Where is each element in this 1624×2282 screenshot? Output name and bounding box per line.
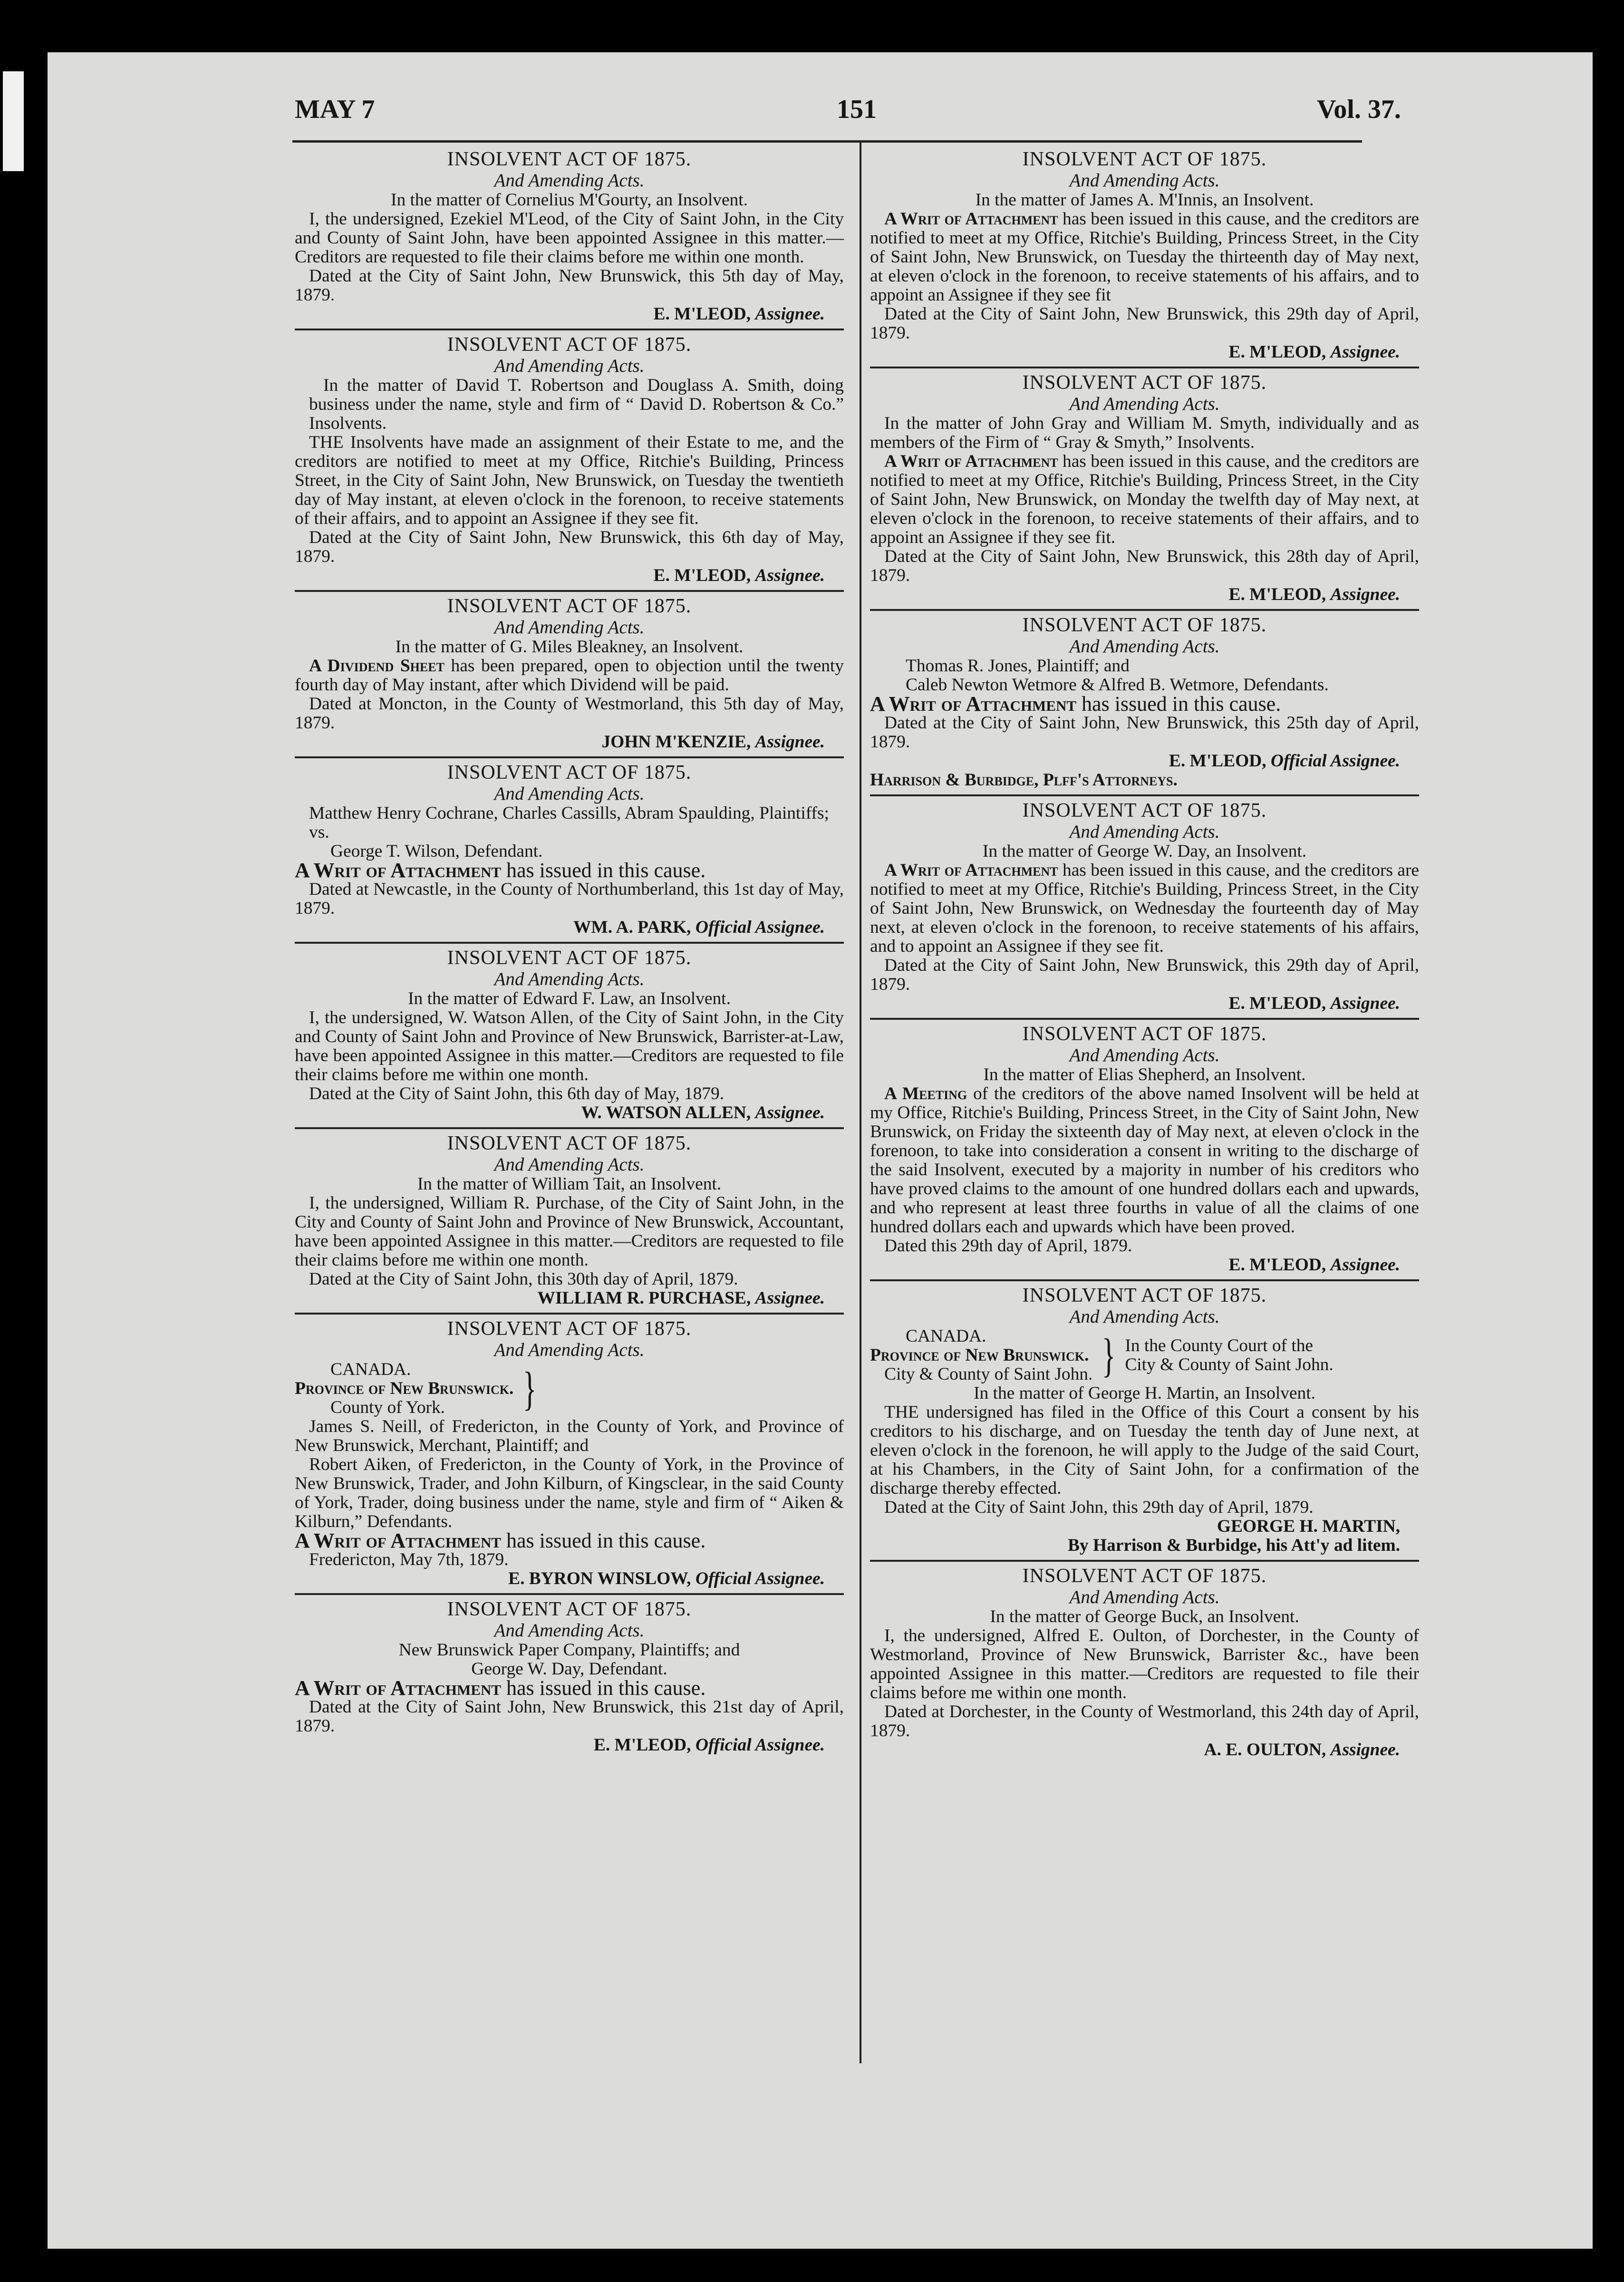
- notice-subtitle: And Amending Acts.: [494, 170, 645, 191]
- notice-body: A Writ of Attachment has issued in this cause.: [870, 692, 1281, 716]
- notice-signature: [295, 1569, 844, 1588]
- notice-subtitle: And Amending Acts.: [494, 1340, 645, 1360]
- signer-role: Assignee.: [755, 304, 825, 324]
- notice-party: George W. Day, Defendant.: [471, 1659, 667, 1679]
- notice-title: INSOLVENT ACT OF 1875.: [447, 1132, 692, 1154]
- signer-role: Assignee.: [1330, 994, 1400, 1013]
- notice-subtitle: And Amending Acts.: [1069, 1587, 1220, 1607]
- header-rule: [292, 140, 1362, 143]
- notice-dated: Dated at Newcastle, in the County of Northumberland, this 1st day of May, 1879.: [295, 880, 844, 918]
- notice-signature: [295, 733, 844, 752]
- province-county: County of York.: [330, 1398, 445, 1417]
- notice: [295, 944, 844, 1129]
- notice-signature: [870, 343, 1419, 362]
- notice-dated: Dated at Moncton, in the County of Westmorland, this 5th day of May, 1879.: [295, 694, 844, 733]
- gazette-page: [48, 52, 1593, 2249]
- signer-role: Assignee.: [755, 732, 825, 752]
- notice-party: Matthew Henry Cochrane, Charles Cassills, Abram Spaulding, Plaintiffs; vs.: [309, 803, 829, 842]
- notice-matter: In the matter of George W. Day, an Insolvent.: [982, 841, 1307, 861]
- notice-party: James S. Neill, of Fredericton, in the County of York, and Province of New Brunswick, Merchant, Plaintiff; and: [295, 1417, 844, 1455]
- signer-name: E. M'LEOD,: [1228, 994, 1326, 1013]
- notice-lead: A Writ of Attachment: [884, 861, 1058, 880]
- notice-dated: Dated at the City of Saint John, New Brunswick, this 6th day of May, 1879.: [295, 528, 844, 566]
- signer-name: E. M'LEOD,: [1169, 751, 1266, 771]
- notice-signature: [870, 1741, 1419, 1760]
- notice-party: New Brunswick Paper Company, Plaintiffs; and: [398, 1640, 740, 1660]
- notice-matter: In the matter of Edward F. Law, an Insolvent.: [408, 989, 731, 1008]
- volume-label: Vol. 37.: [1317, 95, 1401, 124]
- notice-body: A Meeting of the creditors of the above named Insolvent will be held at my Office, Ritchie's Building, Princess Street, in the City of Saint John, New Brunswick, on Friday the sixteenth day of May next, at eleven o'clock in the forenoon, to take into consideration a consent in writing to the discharge of the said Insolvent, executed by a majority in number of his creditors who have proved claims to the amount of one hundred dollars each and upwards, and who represent at least three fourths in value of all the claims of one hundred dollars each and upwards which have been proved.: [870, 1084, 1419, 1237]
- notice: [870, 1562, 1419, 1764]
- signer-name: E. M'LEOD,: [1228, 1255, 1326, 1275]
- notice-lead: A Writ of Attachment: [295, 859, 502, 882]
- left-column: [295, 145, 844, 1760]
- signer-role: Assignee.: [755, 1103, 825, 1122]
- signer-role: Assignee.: [755, 566, 825, 585]
- notice-lead: A Dividend Sheet: [309, 656, 445, 676]
- column-divider: [860, 143, 861, 2063]
- notice-body: A Writ of Attachment has been issued in this cause, and the creditors are notified to meet at my Office, Ritchie's Building, Princess Street, in the City of Saint John, New Brunswick, on Wednesday the fourteenth day of May next, at eleven o'clock in the forenoon, to receive statements of his affairs, and to appoint an Assignee if they see fit.: [870, 861, 1419, 956]
- notice-subtitle: And Amending Acts.: [1069, 1045, 1220, 1065]
- signer-name: E. M'LEOD,: [1228, 585, 1326, 604]
- notice-dated: Dated at the City of Saint John, New Brunswick, this 28th day of April, 1879.: [870, 547, 1419, 585]
- province-county: City & County of Saint John.: [884, 1364, 1093, 1384]
- notice-lead: A Writ of Attachment: [884, 452, 1058, 471]
- signer-role: Official Assignee.: [695, 1735, 825, 1755]
- signer-name: A. E. OULTON,: [1204, 1740, 1326, 1760]
- notice: [870, 145, 1419, 368]
- notice: [295, 330, 844, 592]
- notice: [295, 1315, 844, 1595]
- notice-signature: [870, 752, 1419, 771]
- notice-title: INSOLVENT ACT OF 1875.: [1022, 1285, 1267, 1306]
- notice-signature: [295, 1289, 844, 1308]
- right-column: [870, 145, 1419, 1764]
- notice-body: I, the undersigned, William R. Purchase, of the City of Saint John, in the City and County of Saint John and Province of New Brunswick, Accountant, have been appointed Assignee in this matter.—Creditors are requested to file their claims before me within one month.: [295, 1193, 844, 1270]
- notice-party: Caleb Newton Wetmore & Alfred B. Wetmore, Defendants.: [906, 675, 1329, 695]
- signer-name: WM. A. PARK,: [573, 918, 691, 937]
- notice-subtitle: And Amending Acts.: [494, 783, 645, 804]
- notice: [870, 796, 1419, 1020]
- signer-name: W. WATSON ALLEN,: [581, 1103, 751, 1122]
- notice-dated: Dated at the City of Saint John, this 30th day of April, 1879.: [309, 1269, 738, 1289]
- notice-body: A Writ of Attachment has issued in this cause.: [295, 859, 706, 882]
- signer-role: Assignee.: [1330, 1255, 1400, 1275]
- notice-subtitle: And Amending Acts.: [494, 1620, 645, 1641]
- brace-icon: }: [1102, 1329, 1116, 1382]
- notice-matter: In the matter of John Gray and William M. Smyth, individually and as members of the Firm of “ Gray & Smyth,” Insolvents.: [870, 414, 1419, 452]
- signer-role: Official Assignee.: [1270, 751, 1400, 771]
- notice-title: INSOLVENT ACT OF 1875.: [1022, 372, 1267, 394]
- notice-subtitle: And Amending Acts.: [1069, 822, 1220, 842]
- court-lines: [1125, 1336, 1333, 1374]
- notice-title: INSOLVENT ACT OF 1875.: [1022, 800, 1267, 822]
- province-block: [870, 1327, 1419, 1384]
- signer-name: GEORGE H. MARTIN,: [1217, 1517, 1400, 1536]
- notice-body: THE undersigned has filed in the Office of this Court a consent by his creditors to his discharge, and on Tuesday the tenth day of June next, at eleven o'clock in the forenoon, he will apply to the Judge of the said Court, at his Chambers, in the City of Saint John, for a confirmation of the discharge thereby effected.: [870, 1402, 1419, 1498]
- notice-lead: A Meeting: [884, 1084, 967, 1103]
- notice-subtitle: And Amending Acts.: [1069, 1306, 1220, 1327]
- notice-matter: In the matter of Cornelius M'Gourty, an Insolvent.: [391, 190, 748, 210]
- notice: [295, 592, 844, 758]
- notice-signature: [295, 566, 844, 585]
- notice-body: A Writ of Attachment has issued in this cause.: [295, 1529, 706, 1552]
- by-line: By Harrison & Burbidge, his Att'y ad litem.: [1067, 1536, 1400, 1555]
- notice-dated: Dated at the City of Saint John, New Brunswick, this 5th day of May, 1879.: [295, 266, 844, 305]
- notice: [870, 1281, 1419, 1562]
- signer-name: E. M'LEOD,: [653, 566, 751, 585]
- notice-title: INSOLVENT ACT OF 1875.: [1022, 148, 1267, 170]
- page-number: 151: [837, 95, 877, 124]
- notice-matter: In the matter of Elias Shepherd, an Insolvent.: [983, 1065, 1306, 1084]
- signer-name: E. M'LEOD,: [593, 1735, 691, 1755]
- notice-subtitle: And Amending Acts.: [494, 1154, 645, 1175]
- province-block: [295, 1360, 844, 1417]
- notice-subtitle: And Amending Acts.: [1069, 170, 1220, 191]
- signer-name: E. BYRON WINSLOW,: [508, 1569, 691, 1588]
- notice-signature: [870, 585, 1419, 604]
- notice-matter: In the matter of George Buck, an Insolvent.: [990, 1607, 1299, 1626]
- signer-role: Assignee.: [1330, 585, 1400, 604]
- notice-dated: Dated at the City of Saint John, this 6th day of May, 1879.: [309, 1084, 725, 1103]
- signer-name: E. M'LEOD,: [653, 304, 751, 324]
- notice-title: INSOLVENT ACT OF 1875.: [447, 148, 692, 170]
- notice-lead: A Writ of Attachment: [295, 1676, 502, 1700]
- notice-party: Robert Aiken, of Fredericton, in the County of York, in the Province of New Brunswick, Trader, and John Kilburn, of Kingsclear, in the said County of York, Trader, doing business under the name, style and firm of “ Aiken & Kilburn,” Defendants.: [295, 1455, 844, 1531]
- notice-body: A Writ of Attachment has issued in this cause.: [295, 1676, 706, 1700]
- header-date: MAY 7: [295, 95, 375, 124]
- court-line: In the County Court of the: [1125, 1336, 1314, 1355]
- notice-lead: A Writ of Attachment: [870, 692, 1077, 716]
- province-name: Province of New Brunswick.: [295, 1379, 514, 1398]
- notice-matter: In the matter of George H. Martin, an Insolvent.: [974, 1383, 1315, 1403]
- notice-body: I, the undersigned, Ezekiel M'Leod, of the City of Saint John, in the City and County of Saint John, have been appointed Assignee in this matter.—Creditors are requested to file their claims before me within one month.: [295, 209, 844, 267]
- notice-subtitle: And Amending Acts.: [1069, 636, 1220, 657]
- notice-dated: Dated at the City of Saint John, New Brunswick, this 29th day of April, 1879.: [870, 304, 1419, 343]
- notice-dated: Dated at the City of Saint John, this 29th day of April, 1879.: [884, 1498, 1314, 1517]
- notice-subtitle: And Amending Acts.: [1069, 394, 1220, 414]
- province-lines: [870, 1327, 1092, 1384]
- notice-signature: [295, 1103, 844, 1122]
- notice-title: INSOLVENT ACT OF 1875.: [1022, 1023, 1267, 1045]
- notice-dated: Dated at the City of Saint John, New Brunswick, this 25th day of April, 1879.: [870, 713, 1419, 752]
- notice: [295, 145, 844, 330]
- signer-role: Official Assignee.: [695, 918, 825, 937]
- notice-dated: Dated at Dorchester, in the County of Westmorland, this 24th day of April, 1879.: [870, 1702, 1419, 1741]
- notice-signature: [870, 994, 1419, 1013]
- black-margin-tab: [3, 71, 24, 171]
- notice-title: INSOLVENT ACT OF 1875.: [447, 762, 692, 783]
- notice-title: INSOLVENT ACT OF 1875.: [447, 947, 692, 969]
- notice-matter: In the matter of G. Miles Bleakney, an Insolvent.: [395, 637, 744, 657]
- notice-signature: [870, 1517, 1419, 1536]
- notice-dated: Dated at the City of Saint John, New Brunswick, this 29th day of April, 1879.: [870, 956, 1419, 994]
- notice: [870, 368, 1419, 611]
- notice: [295, 1129, 844, 1315]
- notice-body: A Writ of Attachment has been issued in this cause, and the creditors are notified to meet at my Office, Ritchie's Building, Princess Street, in the City of Saint John, New Brunswick, on Monday the twelfth day of May next, at eleven o'clock in the forenoon, to receive statements of their affairs, and to appoint an Assignee if they see fit.: [870, 452, 1419, 547]
- notice-title: INSOLVENT ACT OF 1875.: [447, 1598, 692, 1620]
- province-country: CANADA.: [906, 1326, 986, 1346]
- province-name: Province of New Brunswick.: [870, 1345, 1089, 1365]
- notice-title: INSOLVENT ACT OF 1875.: [447, 595, 692, 617]
- notice-dated: Fredericton, May 7th, 1879.: [309, 1550, 509, 1569]
- notice-body: A Writ of Attachment has been issued in this cause, and the creditors are notified to meet at my Office, Ritchie's Building, Princess Street, in the City of Saint John, New Brunswick, on Tuesday the thirteenth day of May next, at eleven o'clock in the forenoon, to receive statements of his affairs, and to appoint an Assignee if they see fit: [870, 209, 1419, 305]
- notice-signature: [295, 1736, 844, 1755]
- signer-role: Assignee.: [1330, 342, 1400, 362]
- notice-subtitle: And Amending Acts.: [494, 356, 645, 376]
- attorneys-line: Harrison & Burbidge, Plff's Attorneys.: [870, 770, 1178, 790]
- notice-matter: In the matter of James A. M'Innis, an Insolvent.: [975, 190, 1314, 210]
- signer-name: WILLIAM R. PURCHASE,: [537, 1288, 751, 1308]
- notice-matter: In the matter of David T. Robertson and Douglass A. Smith, doing business under the name, style and firm of “ David D. Robertson & Co.” Insolvents.: [309, 376, 844, 433]
- signer-role: Assignee.: [755, 1288, 825, 1308]
- notice-signature: [295, 918, 844, 937]
- notice-title: INSOLVENT ACT OF 1875.: [1022, 614, 1267, 636]
- signer-name: E. M'LEOD,: [1228, 342, 1326, 362]
- court-line: City & County of Saint John.: [1125, 1355, 1334, 1374]
- signer-role: Official Assignee.: [695, 1569, 825, 1588]
- notice-title: INSOLVENT ACT OF 1875.: [1022, 1565, 1267, 1587]
- notice-matter: In the matter of William Tait, an Insolvent.: [417, 1174, 722, 1194]
- notice: [295, 758, 844, 944]
- notice-lead: A Writ of Attachment: [884, 209, 1058, 229]
- province-country: CANADA.: [330, 1360, 411, 1379]
- notice-body: A Dividend Sheet has been prepared, open to objection until the twenty fourth day of May instant, after which Dividend will be paid.: [295, 656, 844, 695]
- signer-role: Assignee.: [1330, 1740, 1400, 1760]
- notice-party: Thomas R. Jones, Plaintiff; and: [906, 656, 1130, 676]
- brace-icon: }: [522, 1362, 537, 1415]
- province-lines: [295, 1360, 513, 1417]
- notice-signature: [295, 305, 844, 324]
- notice-title: INSOLVENT ACT OF 1875.: [447, 1318, 692, 1340]
- notice-subtitle: And Amending Acts.: [494, 617, 645, 638]
- notice-lead: A Writ of Attachment: [295, 1529, 502, 1552]
- notice: [870, 1020, 1419, 1281]
- notice-party: George T. Wilson, Defendant.: [330, 841, 543, 861]
- notice-signature: [870, 1256, 1419, 1275]
- notice-body: I, the undersigned, W. Watson Allen, of the City of Saint John, in the City and County of Saint John and Province of New Brunswick, Barrister-at-Law, have been appointed Assignee in this matter.—Creditors are requested to file their claims before me within one month.: [295, 1008, 844, 1084]
- signer-name: JOHN M'KENZIE,: [601, 732, 751, 752]
- notice-body: I, the undersigned, Alfred E. Oulton, of Dorchester, in the County of Westmorland, Province of New Brunswick, Barrister &c., have been appointed Assignee in this matter.—Creditors are requested to file their claims before me within one month.: [870, 1626, 1419, 1702]
- notice: [870, 611, 1419, 796]
- notice: [295, 1595, 844, 1760]
- notice-body: THE Insolvents have made an assignment of their Estate to me, and the creditors are notified to meet at my Office, Ritchie's Building, Princess Street, in the City of Saint John, New Brunswick, on Tuesday the twentieth day of May instant, at eleven o'clock in the forenoon, to receive statements of their affairs, and to appoint an Assignee if they see fit.: [295, 433, 844, 528]
- notice-title: INSOLVENT ACT OF 1875.: [447, 334, 692, 356]
- notice-dated: Dated this 29th day of April, 1879.: [884, 1236, 1132, 1256]
- notice-dated: Dated at the City of Saint John, New Brunswick, this 21st day of April, 1879.: [295, 1697, 844, 1736]
- notice-subtitle: And Amending Acts.: [494, 969, 645, 989]
